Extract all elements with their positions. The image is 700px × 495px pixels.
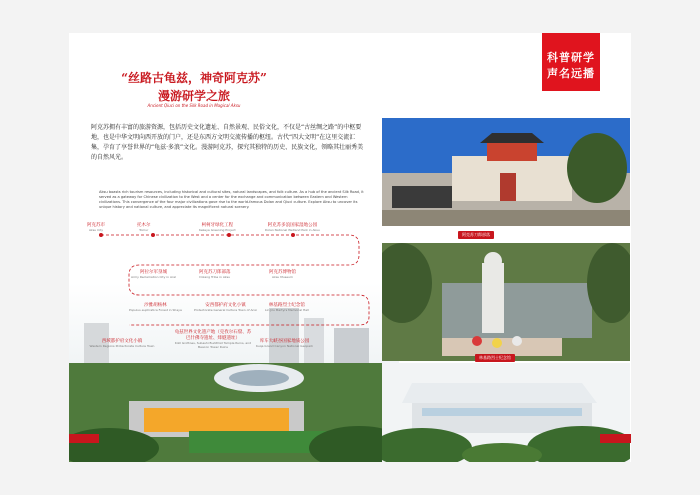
route-map <box>69 225 379 355</box>
route-stop: 安西都护府文化小镇 Protectorate General Culture Town of Anxi <box>194 303 258 312</box>
dolang-tribe-photo <box>382 118 630 226</box>
route-dot <box>99 233 103 237</box>
photo-caption: 林基路烈士纪念馆 <box>475 354 515 362</box>
route-stop: 库车大峡谷国家地质公园 Kuqa Grand Canyon National Geopark <box>255 339 314 348</box>
martyrs-memorial-photo <box>382 243 630 361</box>
route-stop: 阿克苏多浪国家湿地公园 Dolan National Wetland Park in Aksu <box>265 223 320 232</box>
route-stop: 西域都护府文化小镇 Western Regions Protectorate Culture Town <box>89 339 155 348</box>
route-stop: 阿克苏博物馆 Aksu Museum <box>269 270 296 279</box>
route-dot <box>151 233 155 237</box>
route-stop: 阿克苏刀郎部落 Dolang Tribe in Aksu <box>199 270 231 279</box>
route-stop: 林基路烈士纪念馆 Lin Jilu Martyrs Memorial Hall <box>265 303 309 312</box>
accent-bar <box>600 434 631 443</box>
route-stop: 阿拉尔军垦城 Army Reclamation City in Aral <box>131 270 176 279</box>
brochure-page <box>69 33 631 462</box>
route-stop: 柯柯牙绿化工程 Kekeya Greening Project <box>199 223 236 232</box>
intro-english: Aksu boasts rich tourism resources, including historical and cultural sites, natural landscapes, and folk culture. As a hub of the ancient Silk Road, it served as a gateway for Chinese civilization to the West and a center for the exchange and communication between Eastern and Western civilizations. This convergence of the four major civilizations gave rise to the world-famous Dolan and Qiuci culture. Explore Aksu to uncover its unique history and national culture, and appreciate its magnificent natural scenery. <box>99 190 364 209</box>
accent-bar <box>69 434 99 443</box>
page-subtitle: Ancient Qiuci on the Silk Road in Magical Aksu <box>147 103 241 108</box>
intro-chinese: 阿克苏拥有丰富的旅游资源，包括历史文化遗址、自然景观、民俗文化，不仅是“古丝绸之路”的中枢要地，也是中华文明向西开放的门户，还是东西方文明交流传播的枢纽。古代“四大文明”在这里交流汇集，孕育了享誉世界的“龟兹·多浪”文化。漫游阿克苏，探究其独特的历史、民族文化，领略其壮丽秀美的自然风光。 <box>91 124 364 161</box>
route-stop: 龟兹世界文化遗产地（克孜尔石窟、苏巴什佛寺遗址、烽燧遗址） Kizil Grottoes, Subashi Buddhist Temple Ruins, and Beacon Tower Ruins <box>174 330 252 349</box>
route-stop: 阿克苏市 Aksu City <box>87 223 105 232</box>
badge-line-2: 声名远播 <box>547 67 595 80</box>
route-stop: 托木尔 Tomur <box>137 223 151 232</box>
brand-badge <box>542 33 600 91</box>
badge-line-1: 科普研学 <box>547 51 595 64</box>
page-title-line-2: 漫游研学之旅 <box>157 89 230 103</box>
route-dot <box>291 233 295 237</box>
photo-caption: 阿克苏刀郎部落 <box>458 231 494 239</box>
memorial-hall-photo <box>382 363 630 462</box>
route-dot <box>227 233 231 237</box>
route-stop: 沙雅胡杨林 Populus euphratica Forest in Shaya <box>129 303 182 312</box>
page-title: “丝路古龟兹，神奇阿克苏” <box>121 71 267 85</box>
